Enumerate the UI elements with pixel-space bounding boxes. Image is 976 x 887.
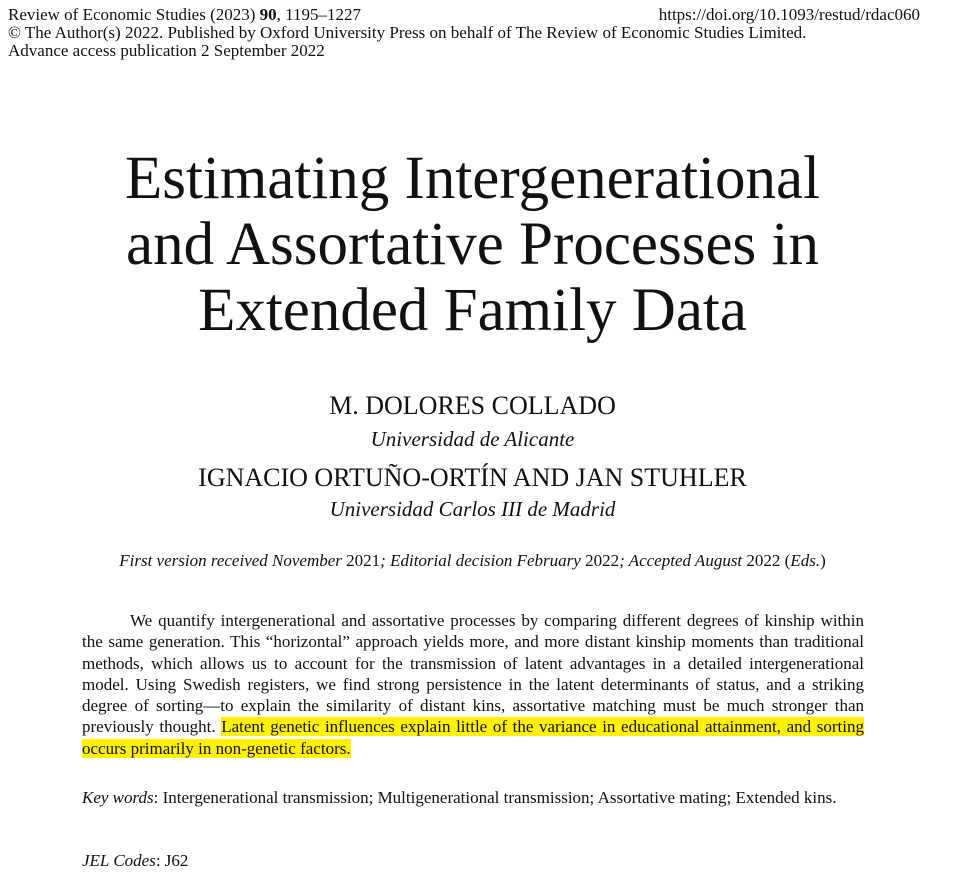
highlighted-text: Latent genetic influences explain little of the variance in educational attainment, and sorting occurs primarily in non-genetic factors. [82,717,864,758]
journal-volume: 90 [259,5,277,24]
author-1: M. DOLORES COLLADO [329,391,616,420]
keywords-label: Key words [82,788,154,807]
keywords [82,787,864,808]
accepted-year: 2022 ( [742,551,791,570]
advance-access-line: Advance access publication 2 September 2022 [8,41,325,60]
author-2: IGNACIO ORTUÑO-ORTÍN AND JAN STUHLER [198,463,747,492]
accepted-label: ; Accepted August [619,551,743,570]
journal-name: Review of Economic Studies (2023) [8,5,260,24]
paper-title [0,146,945,344]
journal-pages: , 1195–1227 [276,5,362,24]
jel-label: JEL Codes [82,851,156,870]
affiliation-2: Universidad Carlos III de Madrid [329,497,616,521]
editorial-decision-label: ; Editorial decision February [380,551,581,570]
first-version-label: First version received November [119,551,342,570]
article-header [8,6,920,60]
title-line-1: Estimating Intergenerational [124,145,821,212]
editorial-decision-year: 2022 [580,551,620,570]
jel-text: : J62 [155,851,189,870]
affiliation-1: Universidad de Alicante [370,427,575,451]
copyright-line: © The Author(s) 2022. Published by Oxford University Press on behalf of The Review of Economic Studies Limited. [8,23,807,42]
eds-label: Eds. [790,551,821,570]
abstract-text: We quantify intergenerational and assortative processes by comparing different degrees of kinship within the same generation. This “horizontal” approach yields more, and more distant kinship moments than traditional methods, which allows us to account for the transmission of latent advantages in a detailed intergenerational model. Using Swedish registers, we find strong persistence in the latent determinants of status, and a striking degree of sorting—to explain the similarity of distant kins, assortative matching must be much stronger than previously thought. [82,611,864,737]
header-top-row [8,6,920,24]
doi-link[interactable]: https://doi.org/10.1093/restud/rdac060 [658,5,920,24]
title-line-3: Extended Family Data [198,277,747,344]
abstract [82,610,864,759]
title-line-2: and Assortative Processes in [126,211,819,278]
journal-citation [8,6,361,24]
eds-close: ) [820,551,826,570]
keywords-text: : Intergenerational transmission; Multigenerational transmission; Assortative mating; Extended kins. [153,788,837,807]
first-version-year: 2021 [341,551,381,570]
jel-codes [82,850,864,871]
submission-history [0,551,945,571]
